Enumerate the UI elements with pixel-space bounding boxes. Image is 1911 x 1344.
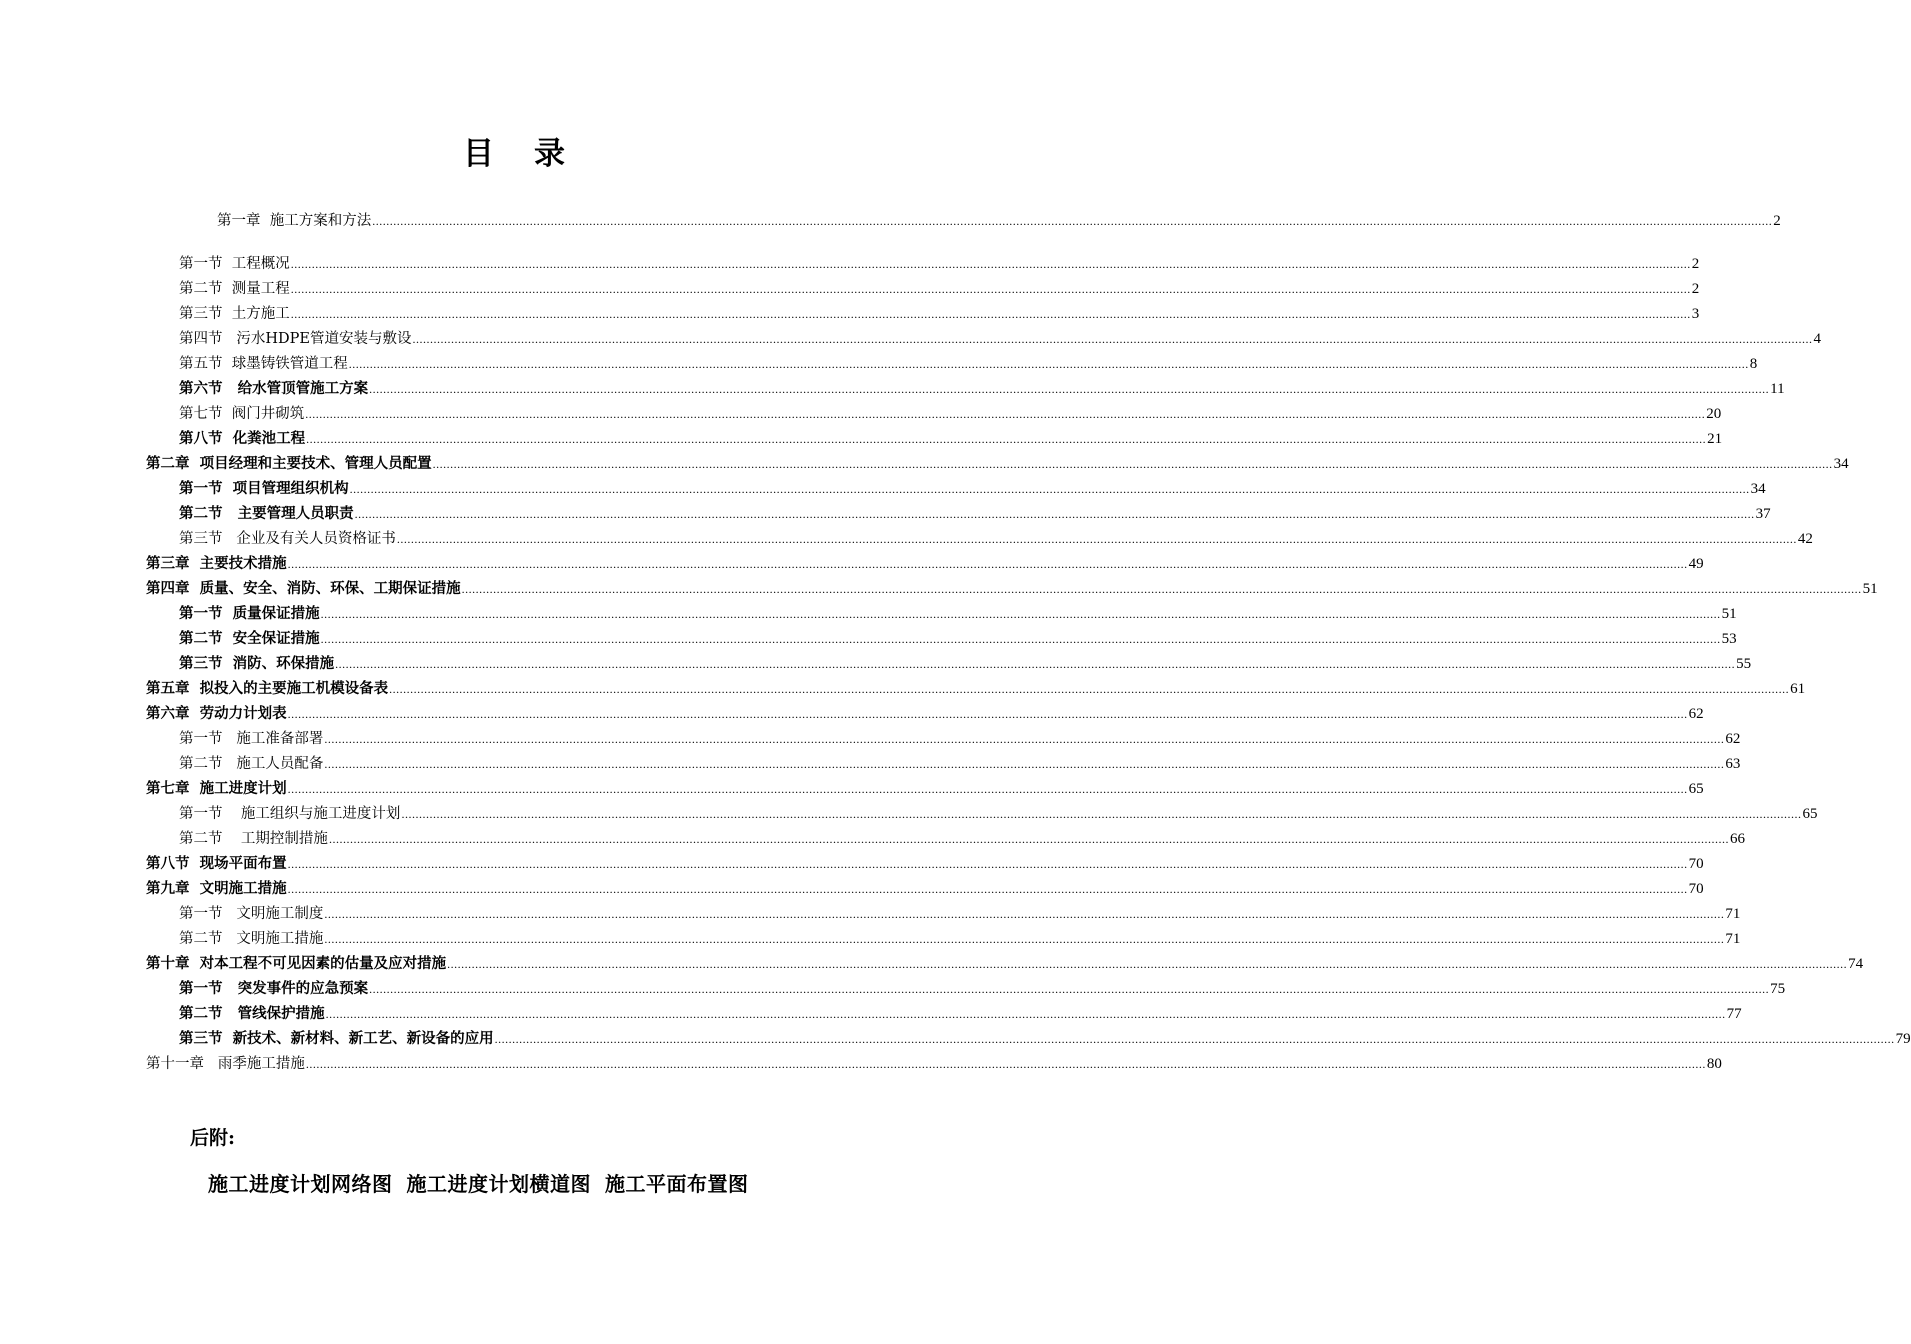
toc-entry[interactable] bbox=[146, 704, 1704, 724]
toc-entry[interactable] bbox=[179, 754, 1741, 774]
appendix-item: 施工平面布置图 bbox=[605, 1172, 749, 1196]
toc-entry[interactable] bbox=[179, 479, 1766, 499]
toc-leader-dots: ................................................................................................................................................................................................................................................................................................................................................................................................................ bbox=[287, 707, 1688, 721]
toc-entry-page: 2 bbox=[1691, 256, 1700, 272]
toc-leader-dots: ................................................................................................................................................................................................................................................................................................................................................................................................................ bbox=[324, 732, 1725, 746]
toc-entry-page: 34 bbox=[1833, 456, 1849, 472]
toc-entry-label: 第二节 文明施工措施 bbox=[179, 931, 324, 947]
toc-leader-dots: ................................................................................................................................................................................................................................................................................................................................................................................................................ bbox=[432, 457, 1833, 471]
toc-leader-dots: ................................................................................................................................................................................................................................................................................................................................................................................................................ bbox=[324, 757, 1725, 771]
toc-entry-label: 第十一章 雨季施工措施 bbox=[146, 1056, 305, 1072]
toc-leader-dots: ................................................................................................................................................................................................................................................................................................................................................................................................................ bbox=[401, 807, 1802, 821]
toc-entry-label: 第二节 主要管理人员职责 bbox=[179, 505, 354, 522]
toc-entry[interactable] bbox=[146, 554, 1704, 574]
toc-entry-label: 第五节 球墨铸铁管道工程 bbox=[179, 356, 348, 372]
toc-entry-label: 第一节 施工准备部署 bbox=[179, 731, 324, 747]
toc-entry-page: 71 bbox=[1725, 906, 1741, 922]
toc-entry-label: 第八节 化粪池工程 bbox=[179, 430, 306, 447]
toc-leader-dots: ................................................................................................................................................................................................................................................................................................................................................................................................................ bbox=[461, 582, 1862, 596]
toc-entry[interactable] bbox=[179, 504, 1771, 524]
toc-entry[interactable] bbox=[179, 354, 1758, 374]
toc-entry[interactable] bbox=[179, 429, 1723, 449]
toc-entry[interactable] bbox=[179, 829, 1745, 849]
toc-leader-dots: ................................................................................................................................................................................................................................................................................................................................................................................................................ bbox=[290, 307, 1691, 321]
toc-entry-page: 34 bbox=[1750, 481, 1766, 497]
toc-leader-dots: ................................................................................................................................................................................................................................................................................................................................................................................................................ bbox=[389, 682, 1790, 696]
toc-entry-page: 79 bbox=[1895, 1031, 1911, 1047]
toc-entry-label: 第五章 拟投入的主要施工机模设备表 bbox=[146, 680, 389, 697]
toc-entry[interactable] bbox=[179, 304, 1700, 324]
toc-entry-label: 第三节 企业及有关人员资格证书 bbox=[179, 531, 396, 547]
toc-leader-dots: ................................................................................................................................................................................................................................................................................................................................................................................................................ bbox=[348, 357, 1749, 371]
toc-entry-page: 51 bbox=[1862, 581, 1878, 597]
toc-entry-label: 第二节 测量工程 bbox=[179, 281, 290, 297]
toc-entry-label: 第三节 土方施工 bbox=[179, 306, 290, 322]
toc-leader-dots: ................................................................................................................................................................................................................................................................................................................................................................................................................ bbox=[335, 657, 1736, 671]
toc-leader-dots: ................................................................................................................................................................................................................................................................................................................................................................................................................ bbox=[412, 332, 1813, 346]
toc-entry-label: 第十章 对本工程不可见因素的估量及应对措施 bbox=[146, 955, 447, 972]
toc-leader-dots: ................................................................................................................................................................................................................................................................................................................................................................................................................ bbox=[320, 607, 1721, 621]
toc-entry-page: 4 bbox=[1813, 331, 1821, 347]
toc-entry[interactable] bbox=[179, 604, 1737, 624]
toc-leader-dots: ................................................................................................................................................................................................................................................................................................................................................................................................................ bbox=[324, 932, 1725, 946]
toc-leader-dots: ................................................................................................................................................................................................................................................................................................................................................................................................................ bbox=[447, 957, 1848, 971]
toc-entry-label: 第七章 施工进度计划 bbox=[146, 780, 287, 797]
toc-entry-page: 71 bbox=[1725, 931, 1741, 947]
toc-entry-page: 62 bbox=[1688, 706, 1704, 722]
toc-entry[interactable] bbox=[179, 1004, 1742, 1024]
toc-leader-dots: ................................................................................................................................................................................................................................................................................................................................................................................................................ bbox=[287, 857, 1688, 871]
toc-entry-label: 第一节 文明施工制度 bbox=[179, 906, 324, 922]
page-title bbox=[0, 128, 1030, 173]
toc-leader-dots: ................................................................................................................................................................................................................................................................................................................................................................................................................ bbox=[305, 1057, 1706, 1071]
toc-entry-label: 第九章 文明施工措施 bbox=[146, 880, 287, 897]
toc-entry-page: 80 bbox=[1706, 1056, 1722, 1072]
toc-entry-page: 2 bbox=[1691, 281, 1700, 297]
toc-entry-page: 37 bbox=[1755, 506, 1771, 522]
toc-entry[interactable] bbox=[179, 254, 1700, 274]
toc-entry-page: 74 bbox=[1848, 956, 1864, 972]
toc-entry[interactable] bbox=[146, 954, 1864, 974]
toc-entry-label: 第四章 质量、安全、消防、环保、工期保证措施 bbox=[146, 580, 461, 597]
toc-leader-dots: ................................................................................................................................................................................................................................................................................................................................................................................................................ bbox=[290, 257, 1691, 271]
toc-leader-dots: ................................................................................................................................................................................................................................................................................................................................................................................................................ bbox=[349, 482, 1750, 496]
toc-entry-page: 62 bbox=[1725, 731, 1741, 747]
toc-entry[interactable] bbox=[179, 804, 1818, 824]
toc-entry-page: 20 bbox=[1706, 406, 1722, 422]
toc-entry-page: 21 bbox=[1707, 431, 1723, 447]
toc-entry-label: 第二节 工期控制措施 bbox=[179, 831, 328, 847]
toc-entry-page: 42 bbox=[1797, 531, 1813, 547]
toc-entry[interactable] bbox=[146, 854, 1704, 874]
toc-entry-page: 55 bbox=[1736, 656, 1752, 672]
toc-entry-label: 第一节 施工组织与施工进度计划 bbox=[179, 806, 401, 822]
toc-entry-label: 第六节 给水管顶管施工方案 bbox=[179, 380, 369, 397]
toc-entry[interactable] bbox=[146, 879, 1704, 899]
toc-entry-label: 第一节 工程概况 bbox=[179, 256, 290, 272]
toc-entry[interactable] bbox=[146, 679, 1806, 699]
appendix-item: 施工进度计划横道图 bbox=[406, 1172, 591, 1196]
toc-entry[interactable] bbox=[179, 329, 1821, 349]
toc-entry-label: 第三节 新技术、新材料、新工艺、新设备的应用 bbox=[179, 1030, 494, 1047]
toc-entry[interactable] bbox=[179, 979, 1786, 999]
toc-leader-dots: ................................................................................................................................................................................................................................................................................................................................................................................................................ bbox=[306, 432, 1707, 446]
toc-entry-page: 8 bbox=[1749, 356, 1758, 372]
appendix-item: 施工进度计划网络图 bbox=[208, 1172, 393, 1196]
toc-entry-page: 61 bbox=[1790, 681, 1806, 697]
toc-entry-page: 65 bbox=[1688, 781, 1704, 797]
toc-entry-label: 第三章 主要技术措施 bbox=[146, 555, 287, 572]
title-char-2: 录 bbox=[534, 136, 567, 172]
toc-entry-label: 第八节 现场平面布置 bbox=[146, 855, 287, 872]
toc-entry[interactable] bbox=[179, 1029, 1911, 1049]
toc-entry[interactable] bbox=[179, 654, 1752, 674]
toc-entry-label: 第二节 安全保证措施 bbox=[179, 630, 320, 647]
toc-entry-label: 第二章 项目经理和主要技术、管理人员配置 bbox=[146, 455, 432, 472]
toc-leader-dots: ................................................................................................................................................................................................................................................................................................................................................................................................................ bbox=[494, 1032, 1895, 1046]
toc-entry-label: 第二节 管线保护措施 bbox=[179, 1005, 325, 1022]
toc-entry-page: 49 bbox=[1688, 556, 1704, 572]
toc-entry-label: 第一章 施工方案和方法 bbox=[217, 213, 372, 229]
toc-entry[interactable] bbox=[179, 279, 1700, 299]
toc-leader-dots: ................................................................................................................................................................................................................................................................................................................................................................................................................ bbox=[324, 907, 1725, 921]
toc-entry[interactable] bbox=[146, 579, 1878, 599]
toc-entry-page: 63 bbox=[1725, 756, 1741, 772]
toc-entry[interactable] bbox=[146, 779, 1704, 799]
appendix-list bbox=[208, 1168, 763, 1197]
toc-entry[interactable] bbox=[179, 904, 1741, 924]
toc-leader-dots: ................................................................................................................................................................................................................................................................................................................................................................................................................ bbox=[287, 782, 1688, 796]
toc-entry-label: 第二节 施工人员配备 bbox=[179, 756, 324, 772]
toc-entry[interactable] bbox=[179, 629, 1737, 649]
toc-leader-dots: ................................................................................................................................................................................................................................................................................................................................................................................................................ bbox=[328, 832, 1729, 846]
toc-leader-dots: ................................................................................................................................................................................................................................................................................................................................................................................................................ bbox=[369, 382, 1770, 396]
toc-entry[interactable] bbox=[179, 729, 1741, 749]
toc-leader-dots: ................................................................................................................................................................................................................................................................................................................................................................................................................ bbox=[369, 982, 1770, 996]
toc-entry-label: 第四节 污水HDPE管道安装与敷设 bbox=[179, 331, 412, 347]
toc-entry-label: 第一节 突发事件的应急预案 bbox=[179, 980, 369, 997]
toc-entry-page: 11 bbox=[1770, 381, 1785, 397]
toc-entry[interactable] bbox=[179, 529, 1813, 549]
toc-entry-page: 70 bbox=[1688, 856, 1704, 872]
toc-leader-dots: ................................................................................................................................................................................................................................................................................................................................................................................................................ bbox=[287, 882, 1688, 896]
toc-entry-label: 第七节 阀门井砌筑 bbox=[179, 406, 305, 422]
title-char-1: 目 bbox=[463, 136, 496, 172]
toc-entry-label: 第三节 消防、环保措施 bbox=[179, 655, 335, 672]
toc-entry-page: 66 bbox=[1729, 831, 1745, 847]
toc-leader-dots: ................................................................................................................................................................................................................................................................................................................................................................................................................ bbox=[325, 1007, 1726, 1021]
toc-entry-label: 第一节 项目管理组织机构 bbox=[179, 480, 349, 497]
toc-leader-dots: ................................................................................................................................................................................................................................................................................................................................................................................................................ bbox=[305, 407, 1706, 421]
toc-entry-page: 51 bbox=[1721, 606, 1737, 622]
toc-entry-page: 3 bbox=[1691, 306, 1700, 322]
toc-entry-page: 2 bbox=[1773, 213, 1781, 229]
toc-leader-dots: ................................................................................................................................................................................................................................................................................................................................................................................................................ bbox=[354, 507, 1755, 521]
toc-leader-dots: ................................................................................................................................................................................................................................................................................................................................................................................................................ bbox=[290, 282, 1691, 296]
toc-leader-dots: ................................................................................................................................................................................................................................................................................................................................................................................................................ bbox=[320, 632, 1721, 646]
toc-entry[interactable] bbox=[146, 1054, 1722, 1074]
toc-entry[interactable] bbox=[217, 211, 1781, 231]
toc-entry[interactable] bbox=[179, 379, 1785, 399]
toc-entry-page: 53 bbox=[1721, 631, 1737, 647]
toc-entry[interactable] bbox=[179, 929, 1741, 949]
toc-entry-page: 70 bbox=[1688, 881, 1704, 897]
toc-entry-page: 65 bbox=[1802, 806, 1818, 822]
toc-entry-label: 第一节 质量保证措施 bbox=[179, 605, 320, 622]
toc-leader-dots: ................................................................................................................................................................................................................................................................................................................................................................................................................ bbox=[396, 532, 1797, 546]
toc-leader-dots: ................................................................................................................................................................................................................................................................................................................................................................................................................ bbox=[287, 557, 1688, 571]
toc-entry[interactable] bbox=[179, 404, 1722, 424]
toc-leader-dots: ................................................................................................................................................................................................................................................................................................................................................................................................................ bbox=[372, 214, 1773, 228]
appendix-heading: 后附: bbox=[190, 1127, 236, 1149]
toc-entry-page: 75 bbox=[1770, 981, 1786, 997]
toc-entry-label: 第六章 劳动力计划表 bbox=[146, 705, 287, 722]
toc-entry-page: 77 bbox=[1726, 1006, 1742, 1022]
toc-entry[interactable] bbox=[146, 454, 1849, 474]
